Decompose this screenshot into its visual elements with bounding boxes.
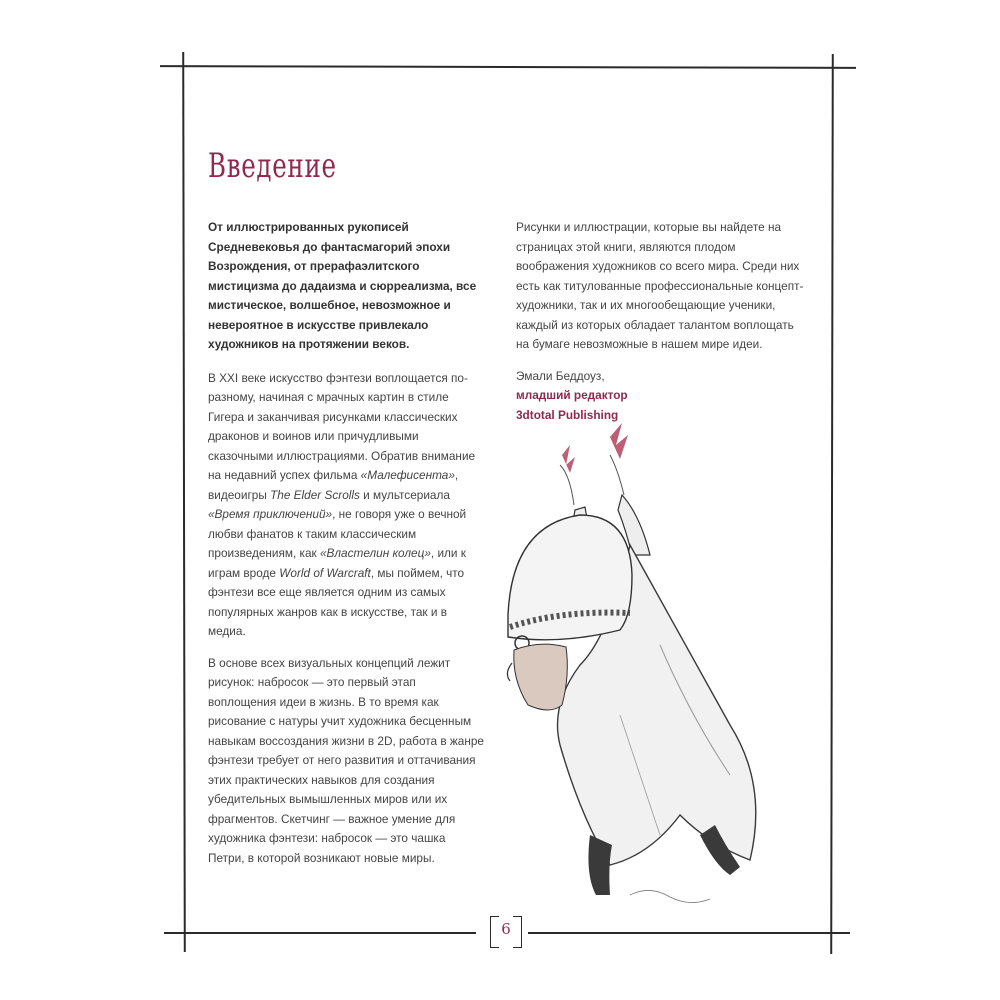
text-run: , видеоигры — [208, 468, 459, 502]
text-run: , или к играм вроде — [208, 546, 466, 580]
title-maleficent: «Малефисента» — [360, 468, 455, 482]
page-number: 6 — [501, 920, 511, 938]
lead-paragraph: От иллюстрированных рукописей Средневековья до фантасмагорий эпохи Возрождения, от прерафаэлитского мистицизма до дадаизма и сюрреализма, все мистическое, волшебное, невозможное и невероятное в искусстве привлекало художников на протяжении веков. — [208, 220, 477, 351]
page-title: Введение — [208, 146, 337, 186]
title-adventure-time: «Время приключений» — [208, 507, 333, 521]
frame-right-line — [830, 54, 833, 954]
signature-company: 3dtotal Publishing — [516, 407, 619, 422]
left-column — [208, 218, 484, 880]
body-paragraph-2: В основе всех визуальных концепций лежит рисунок: набросок — это первый этап воплощения идеи в жизнь. В то время как рисование с натуры учит художника бесценным навыкам воссоздания жизни в 2D, работа в жанре фэнтези требует от него развития и оттачивания этих практических навыков для создания убедительных вымышленных миров или их фрагментов. Скетчинг — важное умение для художника фэнтези: набросок — это чашка Петри, в которой возникают новые миры. — [208, 655, 484, 865]
frame-top-line — [160, 65, 856, 68]
signature-name: Эмали Беддоуз, — [516, 368, 605, 383]
title-world-of-warcraft: World of Warcraft — [279, 565, 371, 580]
text-run: , не говоря уже о вечной любви фанатов к таким классическим произведениям, как — [208, 507, 467, 560]
figure-sketch-illustration — [500, 415, 770, 915]
right-column — [516, 218, 808, 437]
title-elder-scrolls: The Elder Scrolls — [270, 487, 360, 502]
body-paragraph-1 — [208, 369, 484, 642]
text-run: , мы поймем, что фэнтези все еще является одним из самых популярных жанров как в искусстве, так и в медиа. — [208, 565, 465, 638]
title-lord-of-the-rings: «Властелин колец» — [319, 546, 431, 560]
body-paragraph-3: Рисунки и иллюстрации, которые вы найдете на страницах этой книги, являются плодом воображения художников со всего мира. Среди них есть как титулованные профессиональные концепт-художники, так и их многообещающие ученики, каждый из которых обладает талантом воплощать на бумаге невозможные в нашем мире идеи. — [516, 220, 804, 351]
frame-left-line — [182, 52, 185, 952]
signature-role: младший редактор — [516, 388, 628, 402]
frame-bottom-right-line — [528, 932, 850, 934]
text-run: В XXI веке искусство фэнтези воплощается по-разному, начиная с мрачных картин в стиле Гигера и заканчивая рисунками классических драконов и воинов или причудливыми сказочными иллюстрациями. Обратив внимание на недавний успех фильма — [208, 370, 476, 482]
text-run: и мультсериала — [359, 487, 450, 502]
frame-bottom-left-line — [164, 932, 476, 934]
